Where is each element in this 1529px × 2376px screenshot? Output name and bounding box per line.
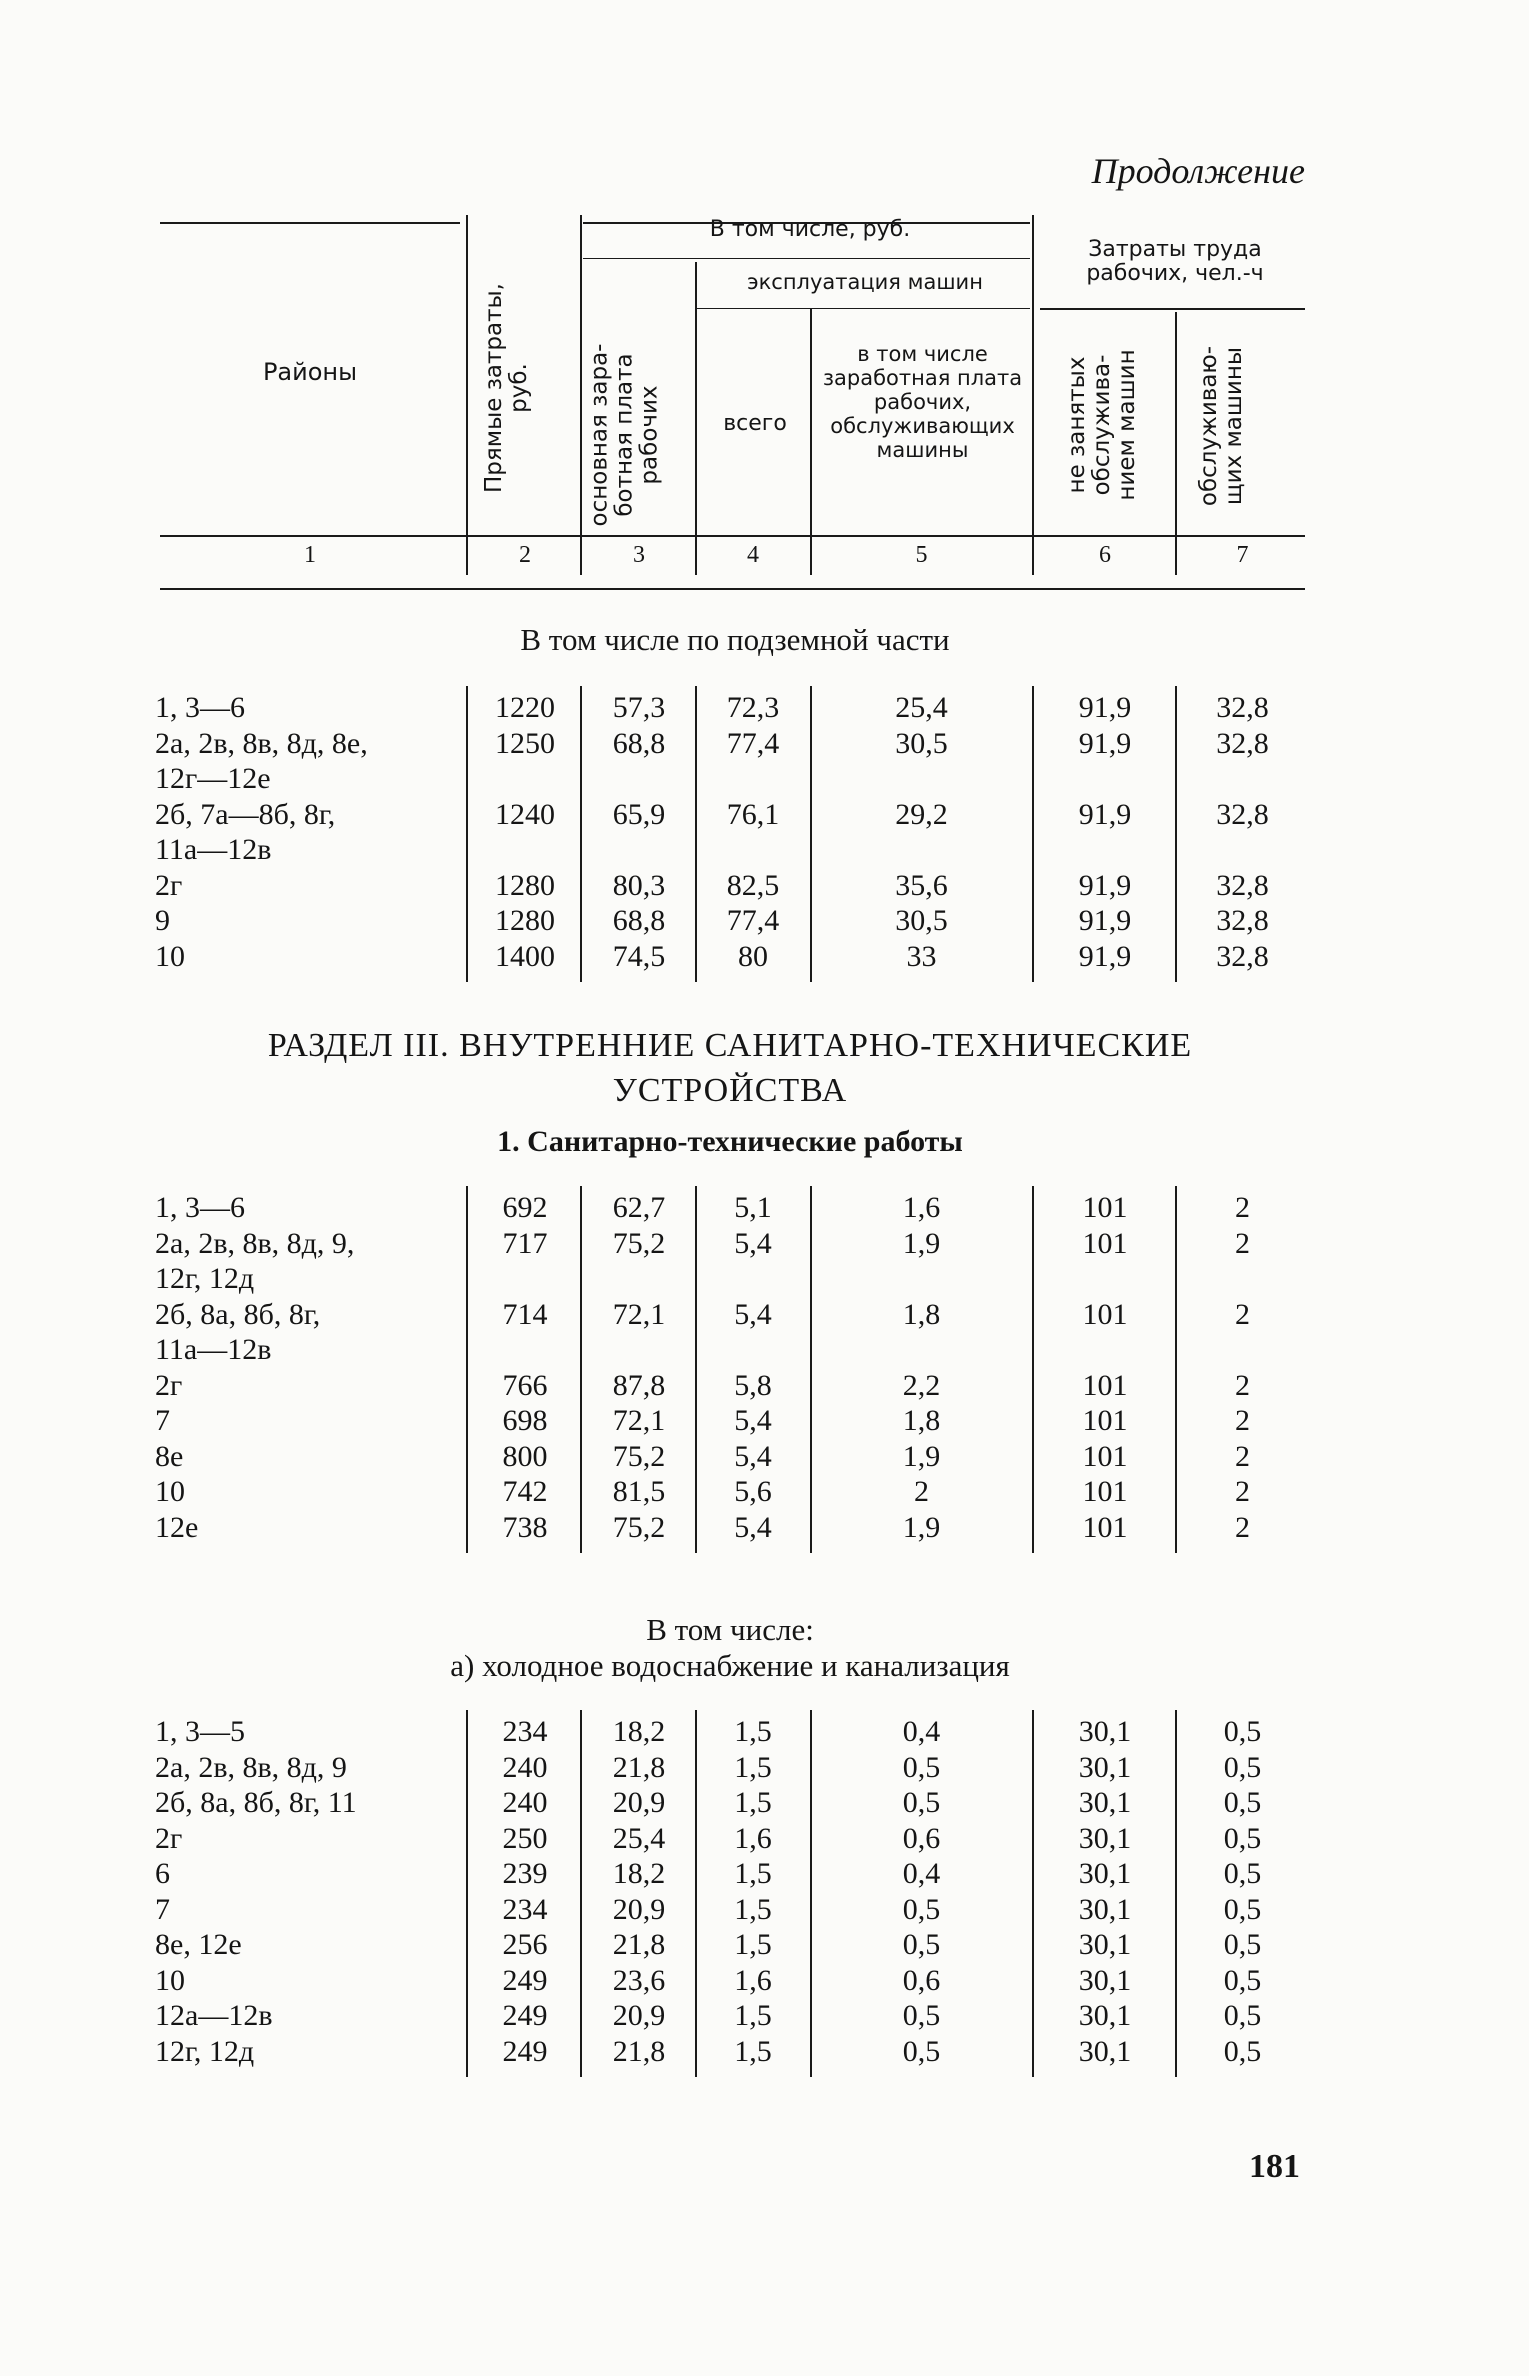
body-vline-4 <box>810 686 812 982</box>
table-cell: 32,8 <box>1216 797 1269 831</box>
table-cell: 30,1 <box>1078 1750 1132 1784</box>
table-cell: 23,6 <box>612 1963 666 1997</box>
colnum-5: 5 <box>915 542 928 568</box>
continuation-label: Продолжение <box>1091 151 1305 191</box>
table-cell: 692 <box>502 1191 548 1224</box>
table-cell: 30,1 <box>1078 1999 1132 2032</box>
table-cell: 72,3 <box>726 691 780 724</box>
colnum-1: 1 <box>304 542 316 568</box>
underground-title: В том числе по подземной части <box>520 622 950 657</box>
table-cell: 0,5 <box>1223 1821 1262 1855</box>
body-vline-5 <box>1032 1186 1034 1553</box>
table-cell: 1250 <box>495 726 555 760</box>
row-label: 6 <box>155 1857 170 1890</box>
table-cell: 30,1 <box>1078 1786 1132 1819</box>
table-cell: 1,5 <box>734 1715 772 1748</box>
table-cell: 1,9 <box>902 1510 941 1544</box>
table-cell: 5,4 <box>734 1297 772 1331</box>
table-cell: 21,8 <box>612 1750 666 1784</box>
vline-3 <box>695 262 697 575</box>
table-cell: 80,3 <box>612 868 666 902</box>
vline-2 <box>580 215 582 575</box>
table-cell: 72,1 <box>612 1404 666 1437</box>
table-cell: 0,6 <box>902 1821 941 1855</box>
table-cell: 30,5 <box>895 904 948 937</box>
table-cell: 5,4 <box>734 1404 772 1437</box>
table-cell: 738 <box>502 1510 548 1544</box>
row-label: 2б, 8а, 8б, 8г, 11 <box>155 1786 357 1819</box>
body-vline-3 <box>695 686 697 982</box>
table-cell: 30,1 <box>1078 1715 1132 1748</box>
row-label: 2а, 2в, 8в, 8д, 9 <box>155 1750 347 1784</box>
table-cell: 1,6 <box>734 1821 772 1855</box>
row-label: 9 <box>155 904 170 937</box>
table-cell: 21,8 <box>612 2034 666 2068</box>
table-cell: 239 <box>502 1857 548 1890</box>
table-cell: 0,4 <box>902 1715 941 1748</box>
table-cell: 65,9 <box>612 797 666 831</box>
table-cell: 1,6 <box>734 1963 772 1997</box>
table-cell: 1280 <box>495 904 555 937</box>
table-cell: 101 <box>1082 1475 1128 1508</box>
table-cell: 35,6 <box>895 868 948 902</box>
body-vline-5 <box>1032 1710 1034 2077</box>
header-vsego: всего <box>723 411 787 436</box>
table-cell: 75,2 <box>612 1510 666 1544</box>
table-cell: 0,6 <box>902 1963 941 1997</box>
table-cell: 5,1 <box>734 1191 772 1224</box>
table-cell: 75,2 <box>612 1439 666 1473</box>
table-cell: 2,2 <box>902 1368 941 1402</box>
table-cell: 1220 <box>495 691 555 724</box>
table-cell: 1,8 <box>902 1297 941 1331</box>
table-cell: 101 <box>1082 1191 1128 1224</box>
table-cell: 32,8 <box>1216 868 1269 902</box>
colnum-7: 7 <box>1236 542 1249 568</box>
table-cell: 91,9 <box>1078 939 1132 973</box>
table-cell: 742 <box>502 1475 548 1508</box>
row-label: 11а—12в <box>155 833 272 866</box>
table-cell: 57,3 <box>612 691 666 724</box>
table-cell: 1,5 <box>734 1786 772 1819</box>
header-v-tom-chisle: В том числе, руб. <box>709 217 911 242</box>
body-vline-1 <box>466 1710 468 2077</box>
body-vline-6 <box>1175 1186 1177 1553</box>
table-cell: 91,9 <box>1078 726 1132 760</box>
table-cell: 21,8 <box>612 1928 666 1961</box>
header-rule-vtomchisle <box>583 258 1030 259</box>
page-number: 181 <box>1249 2148 1300 2185</box>
table-cell: 1280 <box>495 868 555 902</box>
table-cell: 75,2 <box>612 1226 666 1260</box>
row-label: 2б, 8а, 8б, 8г, <box>155 1297 321 1331</box>
table-cell: 766 <box>502 1368 548 1402</box>
table-cell: 0,5 <box>902 1892 941 1926</box>
table-cell: 5,6 <box>734 1475 772 1508</box>
row-label: 10 <box>155 1475 185 1508</box>
header-osnovnaya: основная зара- ботная плата рабочих <box>586 343 663 527</box>
header-pryamye: Прямые затраты, руб. <box>481 283 532 493</box>
table-cell: 234 <box>502 1892 548 1926</box>
header-rayony: Районы <box>262 358 358 386</box>
row-label: 12г, 12д <box>155 2034 255 2068</box>
table-cell: 20,9 <box>612 1892 666 1926</box>
table-cell: 30,1 <box>1078 1821 1132 1855</box>
vline-5 <box>1032 215 1034 575</box>
table-cell: 2 <box>1235 1226 1250 1260</box>
table-cell: 25,4 <box>895 691 948 724</box>
table-cell: 5,4 <box>734 1510 772 1544</box>
row-label: 1, 3—5 <box>155 1715 245 1748</box>
row-label: 2г <box>155 1368 183 1402</box>
table-cell: 30,5 <box>895 726 948 760</box>
table-cell: 30,1 <box>1078 1857 1132 1890</box>
header-rule-ekspluat <box>697 308 1030 309</box>
table-cell: 91,9 <box>1078 797 1132 831</box>
table-cell: 234 <box>502 1715 548 1748</box>
table-cell: 72,1 <box>612 1297 666 1331</box>
row-label: 12а—12в <box>155 1999 273 2032</box>
row-label: 8е, 12е <box>155 1928 242 1961</box>
body-vline-2 <box>580 1186 582 1553</box>
table-cell: 82,5 <box>726 868 780 902</box>
table-cell: 1,9 <box>902 1226 941 1260</box>
colnum-2: 2 <box>519 542 531 568</box>
table-cell: 18,2 <box>612 1857 666 1890</box>
table-cell: 249 <box>502 1999 548 2032</box>
sanitary-title: 1. Санитарно-технические работы <box>497 1125 963 1158</box>
table-cell: 30,1 <box>1078 2034 1132 2068</box>
table-cell: 18,2 <box>612 1715 666 1748</box>
table-cell: 2 <box>914 1475 929 1508</box>
header-v-tom-chisle-zp: в том числе заработная плата рабочих, обслуживающих машины <box>822 342 1023 462</box>
row-label: 2г <box>155 1821 183 1855</box>
table-cell: 1,5 <box>734 1892 772 1926</box>
table-cell: 0,5 <box>1223 2034 1262 2068</box>
table-cell: 2 <box>1235 1404 1250 1437</box>
table-cell: 1400 <box>495 939 555 973</box>
table-cell: 32,8 <box>1216 904 1269 937</box>
table-cell: 0,5 <box>902 1750 941 1784</box>
vline-6 <box>1175 312 1177 575</box>
table-cell: 0,5 <box>1223 1786 1262 1819</box>
table-cell: 240 <box>502 1750 548 1784</box>
table-cell: 0,5 <box>902 1786 941 1819</box>
table-cell: 33 <box>906 939 937 973</box>
table-cell: 76,1 <box>726 797 780 831</box>
razdel-title-line1: РАЗДЕЛ III. ВНУТРЕННИЕ САНИТАРНО-ТЕХНИЧЕСКИЕ <box>267 1027 1193 1064</box>
body-vline-3 <box>695 1710 697 2077</box>
body-vline-4 <box>810 1186 812 1553</box>
table-cell: 20,9 <box>612 1786 666 1819</box>
table-cell: 0,5 <box>1223 1963 1262 1997</box>
table-cell: 1,9 <box>902 1439 941 1473</box>
table-cell: 0,5 <box>1223 1857 1262 1890</box>
table-cell: 240 <box>502 1786 548 1819</box>
table-cell: 2 <box>1235 1297 1250 1331</box>
table-cell: 1,5 <box>734 2034 772 2068</box>
table-cell: 0,5 <box>1223 1715 1262 1748</box>
table-cell: 5,4 <box>734 1439 772 1473</box>
header-ne-zanyatyh: не занятых обслужива- нием машин <box>1064 349 1140 501</box>
table-cell: 1240 <box>495 797 555 831</box>
header-ekspluatatsiya: эксплуатация машин <box>747 270 983 294</box>
table-cell: 249 <box>502 2034 548 2068</box>
row-label: 1, 3—6 <box>155 1191 245 1224</box>
row-label: 7 <box>155 1404 170 1437</box>
table-cell: 2 <box>1235 1475 1250 1508</box>
vline-4 <box>810 308 812 575</box>
header-zatraty-truda: Затраты труда рабочих, чел.-ч <box>1086 237 1264 286</box>
table-cell: 0,5 <box>902 2034 941 2068</box>
table-cell: 714 <box>502 1297 548 1331</box>
row-label: 2б, 7а—8б, 8г, <box>155 797 336 831</box>
table-cell: 25,4 <box>612 1821 666 1855</box>
table-cell: 68,8 <box>612 904 666 937</box>
table-cell: 91,9 <box>1078 868 1132 902</box>
table-cell: 101 <box>1082 1510 1128 1544</box>
table-cell: 5,4 <box>734 1226 772 1260</box>
table-cell: 2 <box>1235 1510 1250 1544</box>
body-vline-2 <box>580 686 582 982</box>
razdel-title-line2: УСТРОЙСТВА <box>612 1072 848 1109</box>
table-cell: 87,8 <box>612 1368 666 1402</box>
table-cell: 1,8 <box>902 1404 941 1437</box>
table-cell: 101 <box>1082 1368 1128 1402</box>
table-cell: 698 <box>502 1404 548 1437</box>
table-cell: 0,5 <box>902 1999 941 2032</box>
colnum-4: 4 <box>747 542 759 568</box>
table-cell: 101 <box>1082 1226 1128 1260</box>
row-label: 12е <box>155 1510 199 1544</box>
table-cell: 256 <box>502 1928 548 1961</box>
table-cell: 20,9 <box>612 1999 666 2032</box>
table-cell: 0,4 <box>902 1857 941 1890</box>
table-cell: 101 <box>1082 1439 1128 1473</box>
table-cell: 1,5 <box>734 1857 772 1890</box>
table-cell: 1,5 <box>734 1999 772 2032</box>
table-cell: 91,9 <box>1078 904 1132 937</box>
table-cell: 62,7 <box>612 1191 666 1224</box>
table-cell: 32,8 <box>1216 726 1269 760</box>
table-cell: 32,8 <box>1216 939 1269 973</box>
table-cell: 0,5 <box>1223 1892 1262 1926</box>
table-cell: 80 <box>738 939 768 973</box>
body-vline-1 <box>466 1186 468 1553</box>
table-cell: 77,4 <box>726 904 780 937</box>
vline-1 <box>466 215 468 575</box>
cold-water-title: а) холодное водоснабжение и канализация <box>450 1648 1010 1683</box>
row-label: 10 <box>155 939 185 973</box>
body-vline-4 <box>810 1710 812 2077</box>
body-vline-1 <box>466 686 468 982</box>
table-cell: 91,9 <box>1078 691 1132 724</box>
table-cell: 30,1 <box>1078 1928 1132 1961</box>
header-obsluzh: обслуживаю- щих машины <box>1196 345 1247 507</box>
table-cell: 2 <box>1235 1368 1250 1402</box>
colnum-3: 3 <box>633 542 645 568</box>
row-label: 10 <box>155 1963 185 1997</box>
colnum-bottom-rule <box>160 588 1305 590</box>
row-label: 2а, 2в, 8в, 8д, 9, <box>155 1226 355 1260</box>
header-top-rule-left <box>160 222 460 224</box>
table-cell: 32,8 <box>1216 691 1269 724</box>
table-cell: 29,2 <box>895 797 948 831</box>
body-vline-5 <box>1032 686 1034 982</box>
table-cell: 0,5 <box>1223 1928 1262 1961</box>
table-cell: 249 <box>502 1963 548 1997</box>
body-vline-2 <box>580 1710 582 2077</box>
table-cell: 0,5 <box>902 1928 941 1961</box>
table-cell: 101 <box>1082 1404 1128 1437</box>
table-cell: 30,1 <box>1078 1963 1132 1997</box>
table-cell: 2 <box>1235 1191 1250 1224</box>
v-tom-chisle-title: В том числе: <box>646 1612 814 1647</box>
table-cell: 800 <box>502 1439 548 1473</box>
row-label: 2а, 2в, 8в, 8д, 8е, <box>155 726 368 760</box>
table-cell: 81,5 <box>612 1475 666 1508</box>
table-cell: 5,8 <box>734 1368 772 1402</box>
row-label: 8е <box>155 1439 184 1473</box>
row-label: 2г <box>155 868 183 902</box>
row-label: 1, 3—6 <box>155 691 245 724</box>
table-cell: 1,6 <box>902 1191 941 1224</box>
table-cell: 1,5 <box>734 1928 772 1961</box>
table-cell: 2 <box>1235 1439 1250 1473</box>
row-label: 11а—12в <box>155 1333 272 1366</box>
table-cell: 68,8 <box>612 726 666 760</box>
table-cell: 74,5 <box>612 939 666 973</box>
table-cell: 0,5 <box>1223 1999 1262 2032</box>
row-label: 12г, 12д <box>155 1262 255 1295</box>
body-vline-3 <box>695 1186 697 1553</box>
table-cell: 717 <box>502 1226 548 1260</box>
table-cell: 250 <box>502 1821 548 1855</box>
row-label: 7 <box>155 1892 170 1926</box>
table-cell: 1,5 <box>734 1750 772 1784</box>
body-vline-6 <box>1175 686 1177 982</box>
table-cell: 0,5 <box>1223 1750 1262 1784</box>
table-cell: 101 <box>1082 1297 1128 1331</box>
row-label: 12г—12е <box>155 762 271 795</box>
body-vline-6 <box>1175 1710 1177 2077</box>
table-cell: 30,1 <box>1078 1892 1132 1926</box>
colnum-6: 6 <box>1099 542 1111 568</box>
table-cell: 77,4 <box>726 726 780 760</box>
